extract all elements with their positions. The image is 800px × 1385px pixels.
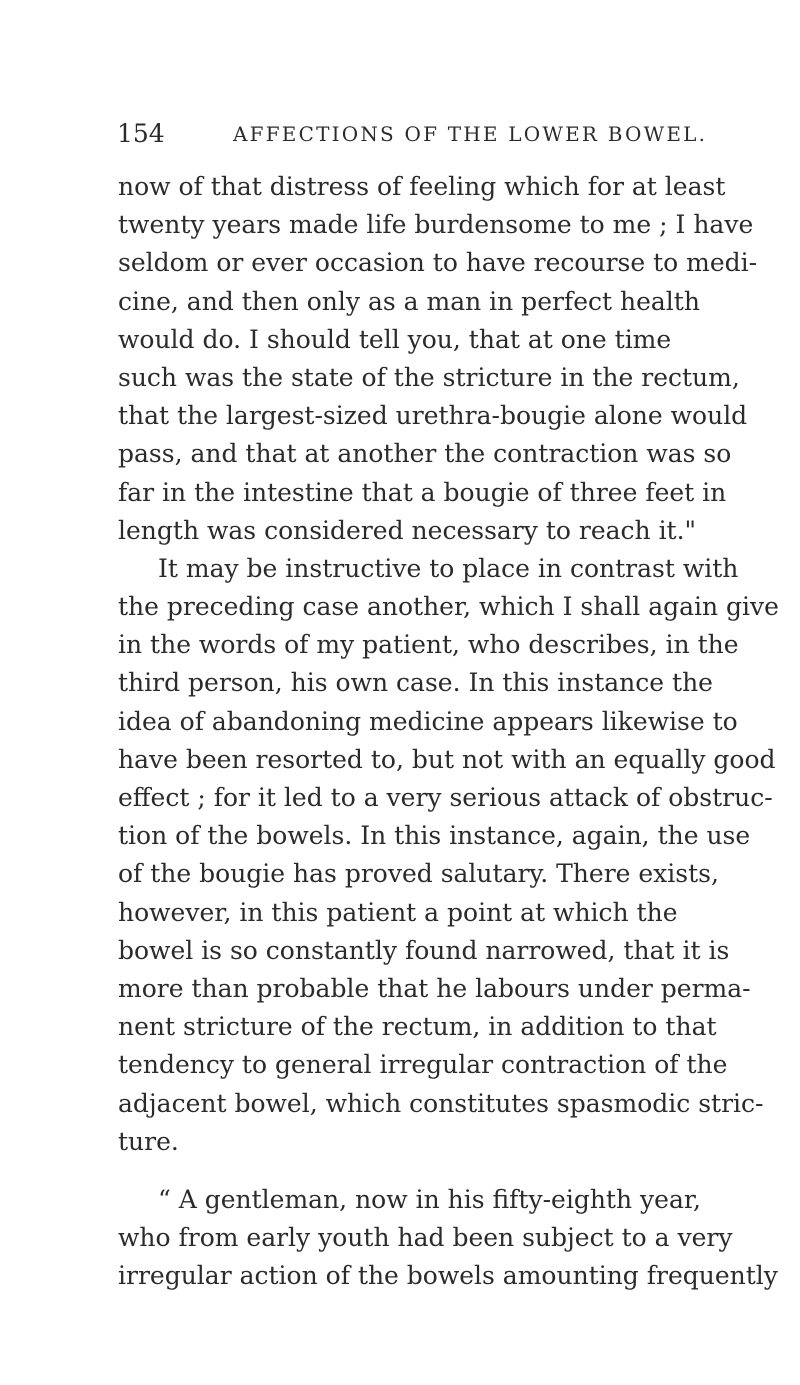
text-line: seldom or ever occasion to have recourse to medi- <box>118 248 758 278</box>
text-line: have been resorted to, but not with an equally good <box>118 744 776 774</box>
text-line: idea of abandoning medicine appears likewise to <box>118 706 738 736</box>
text-line: such was the state of the stricture in the rectum, <box>118 362 740 392</box>
text-line: It may be instructive to place in contrast with <box>158 553 739 583</box>
text-line: tion of the bowels. In this instance, again, the use <box>118 821 751 851</box>
text-line: more than probable that he labours under perma- <box>118 973 751 1003</box>
text-line: of the bougie has proved salutary. There exists, <box>118 859 719 889</box>
paragraph-gap <box>118 1161 664 1181</box>
text-line: effect ; for it led to a very serious attack of obstruc- <box>118 783 773 812</box>
text-line: however, in this patient a point at which the <box>118 897 678 927</box>
text-line: length was considered necessary to reach it." <box>118 515 697 545</box>
running-head: AFFECTIONS OF THE LOWER BOWEL. <box>233 122 708 146</box>
text-line: far in the intestine that a bougie of three feet in <box>118 477 727 507</box>
text-line: nent stricture of the rectum, in addition to that <box>118 1012 717 1042</box>
paragraph-3 <box>118 1181 778 1296</box>
text-line: that the largest-sized urethra-bougie alone would <box>118 401 748 431</box>
text-line: the preceding case another, which I shall again give <box>118 592 779 622</box>
text-line: irregular action of the bowels amounting frequently <box>118 1261 778 1291</box>
text-line: tendency to general irregular contraction of the <box>118 1050 728 1080</box>
text-line: “ A gentleman, now in his fifty-eighth year, <box>158 1184 701 1214</box>
text-line: cine, and then only as a man in perfect health <box>118 286 700 316</box>
page-number: 154 <box>117 119 165 148</box>
text-line: adjacent bowel, which constitutes spasmodic stric- <box>118 1088 764 1118</box>
text-line: ture. <box>118 1126 179 1156</box>
page-header <box>117 118 708 150</box>
text-line: would do. I should tell you, that at one time <box>118 324 672 354</box>
text-line: now of that distress of feeling which for at least <box>118 172 726 201</box>
text-line: who from early youth had been subject to a very <box>118 1223 733 1253</box>
text-line: bowel is so constantly found narrowed, that it is <box>118 935 730 965</box>
text-line: in the words of my patient, who describes, in the <box>118 630 739 660</box>
paragraph-2 <box>118 550 779 1161</box>
paragraph-1 <box>118 168 758 550</box>
text-line: pass, and that at another the contraction was so <box>118 439 732 469</box>
body-text <box>118 168 779 1295</box>
text-line: third person, his own case. In this instance the <box>118 668 713 698</box>
text-line: twenty years made life burdensome to me ; I have <box>118 210 754 240</box>
